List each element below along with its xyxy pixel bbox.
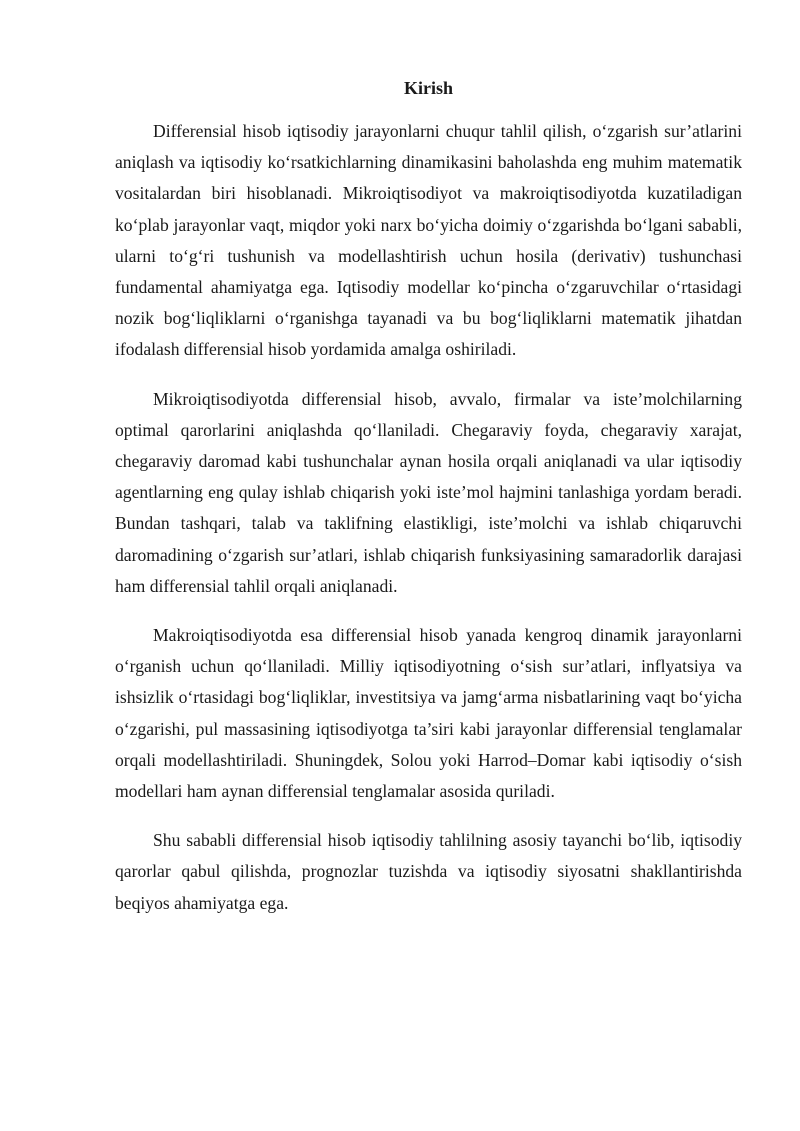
paragraph-intro: Differensial hisob iqtisodiy jarayonlarni chuqur tahlil qilish, o‘zgarish sur’atlarini aniqlash va iqtisodiy ko‘rsatkichlarning dinamikasini baholashda eng muhim matematik vositalardan biri hisoblanadi. Mikroiqtisodiyot va makroiqtisodiyotda kuzatiladigan ko‘plab jarayonlar vaqt, miqdor yoki narx bo‘yicha doimiy o‘zgarishda bo‘lgani sababli, ularni to‘g‘ri tushunish va modellashtirish uchun hosila (derivativ) tushunchasi fundamental ahamiyatga ega. Iqtisodiy modellar ko‘pincha o‘zgaruvchilar o‘rtasidagi nozik bog‘liqliklarni o‘rganishga tayanadi va bu bog‘liqliklarni matematik jihatdan ifodalash differensial hisob yordamida amalga oshiriladi.: [115, 121, 742, 360]
paragraph-conclusion: Shu sababli differensial hisob iqtisodiy tahlilning asosiy tayanchi bo‘lib, iqtisodiy qarorlar qabul qilishda, prognozlar tuzishda va iqtisodiy siyosatni shakllantirishda beqiyos ahamiyatga ega.: [115, 830, 742, 913]
paragraph-microeconomics: Mikroiqtisodiyotda differensial hisob, avvalo, firmalar va iste’molchilarning optimal qarorlarini aniqlashda qo‘llaniladi. Chegaraviy foyda, chegaraviy xarajat, chegaraviy daromad kabi tushunchalar aynan hosila orqali aniqlanadi va ular iqtisodiy agentlarning eng qulay ishlab chiqarish yoki iste’mol hajmini tanlashiga yordam beradi. Bundan tashqari, talab va taklifning elastikligi, iste’molchi va ishlab chiqaruvchi daromadining o‘zgarish sur’atlari, ishlab chiqarish funksiyasining samaradorlik darajasi ham differensial tahlil orqali aniqlanadi.: [115, 388, 742, 596]
document-title: Kirish: [403, 78, 453, 98]
document-page: [115, 0, 742, 919]
paragraph-macroeconomics: Makroiqtisodiyotda esa differensial hisob yanada kengroq dinamik jarayonlarni o‘rganish uchun qo‘llaniladi. Milliy iqtisodiyotning o‘sish sur’atlari, inflyatsiya va ishsizlik o‘rtasidagi bog‘liqliklar, investitsiya va jamg‘arma nisbatlarining vaqt bo‘yicha o‘zgarishi, pul massasining iqtisodiyotga ta’siri kabi jarayonlar differensial tenglamalar orqali modellashtiriladi. Shuningdek, Solou yoki Harrod–Domar kabi iqtisodiy o‘sish modellari ham aynan differensial tenglamalar asosida quriladi.: [115, 625, 742, 802]
